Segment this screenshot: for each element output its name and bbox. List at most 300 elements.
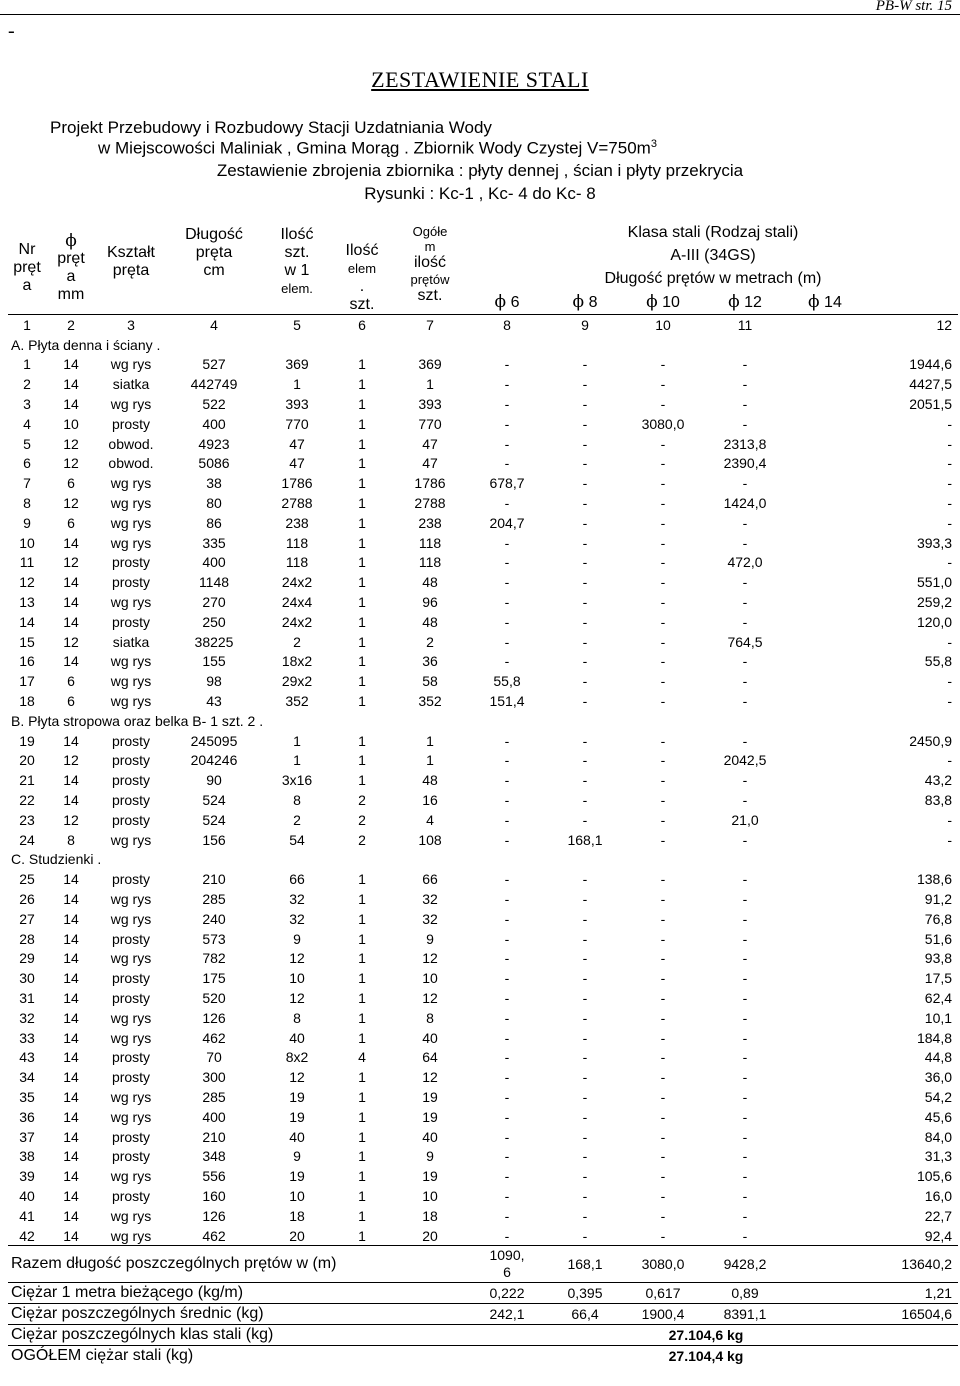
table-cell: -	[504, 989, 510, 1006]
table-cell: wg rys	[110, 1108, 152, 1125]
table-cell: -	[742, 772, 748, 789]
table-cell: -	[660, 732, 666, 749]
table-cell: 27	[19, 910, 35, 927]
table-cell: 175	[202, 970, 226, 987]
table-cell: 20	[422, 1227, 438, 1244]
table-cell: 108	[418, 831, 442, 848]
table-row	[8, 810, 958, 830]
summary-value: 16504,6	[788, 1304, 958, 1325]
table-cell: 16	[422, 792, 438, 809]
table-cell: 32	[19, 1009, 35, 1026]
table-cell: -	[742, 930, 748, 947]
table-cell: 2390,4	[723, 455, 767, 472]
table-cell: -	[582, 772, 588, 789]
table-row	[8, 1107, 958, 1127]
page-reference: PB-W str. 15	[875, 0, 952, 14]
summary-label: Ciężar poszczególnych średnic (kg)	[8, 1304, 468, 1325]
table-cell: -	[582, 415, 588, 432]
table-cell: 12	[63, 811, 79, 828]
table-cell: 472,0	[727, 554, 763, 571]
table-cell: 238	[285, 514, 309, 531]
table-cell: 66	[289, 871, 305, 888]
table-cell: -	[504, 495, 510, 512]
table-cell: 14	[63, 1227, 79, 1244]
table-cell: 1	[358, 435, 366, 452]
table-cell: -	[742, 1148, 748, 1165]
intro-line-2: w Miejscowości Maliniak , Gmina Morąg . Zbiornik Wody Czystej $V=750m^3$	[98, 138, 657, 158]
table-cell: 1	[358, 495, 366, 512]
table-cell: 245095	[190, 732, 238, 749]
table-cell: 1	[358, 891, 366, 907]
table-cell: 42	[19, 1227, 35, 1244]
table-cell: prosty	[111, 1049, 151, 1066]
table-row	[8, 394, 958, 414]
table-cell: -	[504, 831, 510, 848]
table-cell: -	[660, 1148, 666, 1165]
table-cell: -	[660, 574, 666, 591]
table-cell: 16	[19, 653, 35, 670]
table-cell: 30	[19, 970, 35, 987]
header-row-1	[8, 222, 958, 245]
table-cell: 18x2	[281, 653, 313, 670]
table-cell: 14	[63, 772, 79, 789]
table-cell: -	[660, 772, 666, 789]
table-cell: 36,0	[924, 1069, 953, 1086]
table-cell: -	[660, 376, 666, 393]
table-cell: 522	[202, 396, 226, 413]
table-cell: 764,5	[727, 633, 763, 650]
table-cell: 151,4	[489, 693, 525, 710]
table-cell: 31,3	[924, 1148, 953, 1165]
table-cell: 1	[358, 554, 366, 571]
table-cell: 9	[23, 514, 31, 531]
table-cell: 2	[358, 792, 366, 809]
table-cell: -	[947, 415, 953, 432]
table-cell: 393	[285, 396, 309, 413]
table-cell: 62,4	[924, 989, 953, 1006]
table-cell: 168,1	[567, 831, 603, 848]
table-cell: 369	[418, 356, 442, 373]
summary-label: Ciężar 1 metra bieżącego (kg/m)	[8, 1283, 468, 1304]
intro-line-1: Projekt Przebudowy i Rozbudowy Stacji Uzdatniania Wody	[50, 118, 492, 137]
table-cell: -	[504, 1108, 510, 1125]
steel-schedule-table	[8, 222, 958, 1366]
summary-unit-weight-row	[8, 1283, 958, 1304]
table-cell: -	[504, 376, 510, 393]
table-cell: -	[660, 811, 666, 828]
table-cell: 14	[63, 970, 79, 987]
table-cell: -	[582, 613, 588, 630]
table-cell: -	[947, 435, 953, 452]
table-cell: -	[660, 831, 666, 848]
table-cell: -	[742, 732, 748, 749]
table-cell: -	[660, 455, 666, 472]
table-cell: -	[660, 989, 666, 1006]
table-cell: -	[582, 1168, 588, 1185]
table-cell: -	[742, 1187, 748, 1204]
table-cell: -	[504, 653, 510, 670]
section-row	[8, 335, 958, 355]
table-cell: 1424,0	[723, 495, 767, 512]
table-cell: 782	[202, 950, 226, 967]
table-cell: 1	[358, 1207, 366, 1224]
table-cell: 92,4	[924, 1227, 953, 1244]
table-cell: 12	[19, 574, 35, 591]
table-row	[8, 454, 958, 474]
table-cell: -	[742, 970, 748, 987]
summary-value: 8391,1	[702, 1304, 788, 1325]
table-cell: 12	[289, 950, 305, 967]
table-cell: 1	[358, 989, 366, 1006]
summary-diameter-weight-row	[8, 1304, 958, 1325]
table-cell: 47	[289, 435, 305, 452]
summary-value: 242,1	[468, 1304, 546, 1325]
table-cell: -	[742, 1128, 748, 1145]
table-cell: -	[660, 475, 666, 492]
table-cell: 3	[23, 396, 31, 413]
leading-dash: -	[8, 20, 15, 42]
phi-symbol: ϕ	[65, 231, 77, 251]
table-cell: -	[947, 514, 953, 531]
table-cell: 8	[23, 495, 31, 512]
summary-label: OGÓŁEM ciężar stali (kg)	[8, 1345, 468, 1365]
table-cell: 1	[358, 1108, 366, 1125]
table-cell: -	[582, 514, 588, 531]
table-cell: -	[582, 930, 588, 947]
table-cell: 14	[63, 613, 79, 630]
table-cell: 24x2	[281, 574, 313, 591]
table-row	[8, 592, 958, 612]
table-cell: 24	[19, 831, 35, 848]
header-length: Długość pręta cm	[185, 226, 243, 279]
table-cell: 98	[206, 673, 222, 690]
table-cell: -	[947, 811, 953, 828]
summary-total-value: 27.104,6 kg	[624, 1325, 788, 1346]
table-cell: -	[660, 792, 666, 809]
table-cell: 24x4	[281, 594, 313, 611]
table-cell: 5086	[198, 455, 230, 472]
table-cell: -	[582, 693, 588, 710]
table-cell: 524	[202, 811, 226, 828]
table-cell: 8	[293, 792, 301, 809]
column-number: 4	[166, 315, 262, 335]
table-cell: -	[660, 673, 666, 690]
table-cell: 118	[418, 554, 442, 571]
table-cell: 14	[63, 1168, 79, 1185]
table-cell: -	[582, 1029, 588, 1046]
table-cell: 37	[19, 1128, 35, 1145]
table-cell: wg rys	[110, 356, 152, 373]
table-cell: 19	[422, 1108, 438, 1125]
table-cell: 43	[206, 693, 222, 710]
table-cell: 14	[63, 1108, 79, 1125]
summary-value: 0,222	[468, 1283, 546, 1304]
table-cell: -	[742, 594, 748, 611]
table-cell: 1	[358, 356, 366, 373]
table-cell: 76,8	[924, 910, 953, 927]
table-cell: 43	[19, 1049, 35, 1066]
table-cell: 10	[422, 970, 438, 987]
table-cell: -	[504, 455, 510, 472]
table-cell: obwod.	[108, 455, 154, 472]
table-cell: 21	[19, 772, 35, 789]
table-cell: 47	[289, 455, 305, 472]
table-cell: -	[582, 891, 588, 907]
table-cell: 17	[19, 673, 35, 690]
table-cell: 138,6	[916, 871, 953, 888]
table-row	[8, 1067, 958, 1087]
table-cell: 1786	[414, 475, 446, 492]
table-cell: -	[582, 633, 588, 650]
intro-line-3: Zestawienie zbrojenia zbiornika : płyty dennej , ścian i płyty przekrycia	[216, 161, 744, 180]
table-cell: 32	[289, 891, 305, 907]
table-row	[8, 1146, 958, 1166]
table-cell: wg rys	[110, 1207, 152, 1224]
summary-total-value: 27.104,4 kg	[624, 1345, 788, 1365]
table-cell: 12	[63, 752, 79, 769]
table-row	[8, 473, 958, 493]
table-cell: 1	[358, 772, 366, 789]
table-cell: -	[504, 1148, 510, 1165]
table-cell: 9	[426, 930, 434, 947]
table-cell: 1	[358, 752, 366, 769]
table-cell: -	[504, 1069, 510, 1086]
table-cell: wg rys	[110, 534, 152, 551]
table-row	[8, 572, 958, 592]
summary-spacer	[788, 1345, 958, 1365]
table-cell: 1	[358, 534, 366, 551]
column-number: 8	[468, 315, 546, 335]
table-cell: -	[660, 871, 666, 888]
table-cell: 43,2	[924, 772, 953, 789]
table-cell: 2788	[414, 495, 446, 512]
table-cell: -	[660, 1049, 666, 1066]
table-cell: 1	[358, 1088, 366, 1105]
table-cell: 400	[202, 554, 226, 571]
table-cell: 8x2	[285, 1049, 309, 1066]
table-cell: -	[742, 376, 748, 393]
table-cell: 12	[63, 495, 79, 512]
table-row	[8, 652, 958, 672]
table-cell: 442749	[190, 376, 238, 393]
table-cell: -	[660, 435, 666, 452]
table-cell: -	[582, 1187, 588, 1204]
table-row	[8, 751, 958, 771]
table-cell: 14	[63, 653, 79, 670]
table-cell: -	[660, 693, 666, 710]
table-cell: -	[504, 910, 510, 927]
table-cell: 120,0	[916, 613, 953, 630]
table-cell: -	[504, 772, 510, 789]
table-cell: 1	[358, 376, 366, 393]
header-d10: ϕ 10	[646, 291, 680, 312]
table-cell: 22,7	[924, 1207, 953, 1224]
table-cell: prosty	[111, 1128, 151, 1145]
table-cell: 10	[63, 415, 79, 432]
table-cell: 1	[358, 415, 366, 432]
table-cell: -	[660, 554, 666, 571]
table-cell: siatka	[112, 376, 150, 393]
table-cell: 12	[63, 554, 79, 571]
table-cell: -	[504, 1207, 510, 1224]
table-cell: wg rys	[110, 594, 152, 611]
table-cell: 14	[63, 891, 79, 907]
table-cell: 29x2	[281, 673, 313, 690]
table-cell: -	[504, 415, 510, 432]
table-cell: 8	[67, 831, 75, 848]
table-cell: -	[504, 1227, 510, 1244]
table-cell: -	[504, 792, 510, 809]
table-cell: 96	[422, 594, 438, 611]
table-cell: 18	[289, 1207, 305, 1224]
header-element-count: Ilość elem . szt.	[345, 242, 379, 313]
table-cell: 14	[63, 871, 79, 888]
table-cell: 19	[289, 1108, 305, 1125]
table-cell: 1	[358, 1128, 366, 1145]
table-cell: -	[582, 1108, 588, 1125]
table-cell: 14	[63, 1088, 79, 1105]
table-cell: 556	[202, 1168, 226, 1185]
table-cell: 24x2	[281, 613, 313, 630]
table-row	[8, 909, 958, 929]
table-row	[8, 553, 958, 573]
table-cell: -	[504, 871, 510, 888]
table-cell: 118	[285, 554, 309, 571]
table-cell: wg rys	[110, 495, 152, 512]
table-cell: -	[742, 653, 748, 670]
table-cell: -	[742, 415, 748, 432]
table-cell: 10	[289, 970, 305, 987]
table-cell: 9	[293, 930, 301, 947]
table-cell: -	[660, 1029, 666, 1046]
table-cell: 770	[418, 415, 442, 432]
table-cell: wg rys	[110, 1029, 152, 1046]
table-cell: 7	[23, 475, 31, 492]
table-cell: 2	[358, 811, 366, 828]
table-cell: -	[660, 930, 666, 947]
table-cell: 18	[19, 693, 35, 710]
table-cell: 66	[422, 871, 438, 888]
table-cell: 12	[63, 633, 79, 650]
table-cell: 58	[422, 673, 438, 690]
summary-value: 1900,4	[624, 1304, 702, 1325]
table-cell: 47	[422, 435, 438, 452]
table-cell: -	[504, 1187, 510, 1204]
table-cell: 14	[63, 792, 79, 809]
header-d14: ϕ 14	[808, 291, 842, 312]
table-cell: -	[660, 1128, 666, 1145]
table-cell: -	[504, 811, 510, 828]
table-cell: 1	[358, 633, 366, 650]
table-cell: 55,8	[924, 653, 953, 670]
table-cell: prosty	[111, 415, 151, 432]
table-row	[8, 1226, 958, 1246]
section-row	[8, 711, 958, 731]
table-cell: -	[582, 594, 588, 611]
table-row	[8, 1186, 958, 1206]
table-row	[8, 830, 958, 850]
table-cell: prosty	[111, 732, 151, 749]
table-cell: 4	[23, 415, 31, 432]
table-cell: 6	[23, 455, 31, 472]
table-cell: 210	[202, 1128, 226, 1145]
table-cell: -	[582, 396, 588, 413]
table-cell: -	[947, 673, 953, 690]
column-number: 2	[46, 315, 96, 335]
table-cell: 520	[202, 989, 226, 1006]
table-row	[8, 1166, 958, 1186]
table-cell: wg rys	[110, 1227, 152, 1244]
table-cell: 10	[422, 1187, 438, 1204]
table-cell: -	[742, 950, 748, 967]
table-cell: 1	[426, 752, 434, 769]
table-cell: 1	[358, 1187, 366, 1204]
table-cell: 1	[358, 950, 366, 967]
table-cell: -	[504, 970, 510, 987]
table-cell: 2788	[281, 495, 313, 512]
table-cell: 80	[206, 495, 222, 512]
table-cell: 14	[63, 574, 79, 591]
column-number: 9	[546, 315, 624, 335]
table-cell: 118	[285, 534, 309, 551]
table-cell: 462	[202, 1227, 226, 1244]
table-cell: -	[742, 396, 748, 413]
table-cell: 40	[19, 1187, 35, 1204]
table-cell: 2	[23, 376, 31, 393]
summary-total-row	[8, 1345, 958, 1365]
table-cell: -	[742, 1227, 748, 1244]
table-cell: 40	[422, 1128, 438, 1145]
table-cell: -	[582, 455, 588, 472]
table-cell: 38	[19, 1148, 35, 1165]
summary-value: 66,4	[546, 1304, 624, 1325]
table-cell: 90	[206, 772, 222, 789]
table-cell: 2042,5	[723, 752, 767, 769]
table-cell: -	[582, 653, 588, 670]
table-cell: prosty	[111, 772, 151, 789]
table-cell: prosty	[111, 811, 151, 828]
table-cell: prosty	[111, 752, 151, 769]
table-cell: 393,3	[916, 534, 953, 551]
table-body	[8, 222, 958, 1366]
table-cell: -	[742, 1168, 748, 1185]
table-cell: 285	[202, 891, 226, 907]
table-cell: 48	[422, 613, 438, 630]
table-row	[8, 1087, 958, 1107]
table-cell: -	[504, 356, 510, 373]
table-cell: 10	[289, 1187, 305, 1204]
table-cell: 1	[293, 732, 301, 749]
table-cell: 118	[418, 534, 442, 551]
table-cell: prosty	[111, 1069, 151, 1086]
document-title: ZESTAWIENIE STALI	[371, 67, 589, 92]
table-cell: 83,8	[924, 792, 953, 809]
table-cell: 1	[358, 1227, 366, 1244]
table-cell: 105,6	[916, 1168, 953, 1185]
table-cell: 14	[63, 989, 79, 1006]
table-cell: -	[742, 989, 748, 1006]
table-cell: 3080,0	[641, 415, 685, 432]
table-cell: 25	[19, 871, 35, 888]
header-diameter: ϕ pręt a mm	[46, 222, 96, 315]
table-cell: wg rys	[110, 1088, 152, 1105]
table-cell: -	[582, 871, 588, 888]
column-number: 10	[624, 315, 702, 335]
summary-spacer	[468, 1325, 624, 1346]
table-cell: 32	[289, 910, 305, 927]
table-cell: 19	[422, 1168, 438, 1185]
table-cell: -	[660, 970, 666, 987]
